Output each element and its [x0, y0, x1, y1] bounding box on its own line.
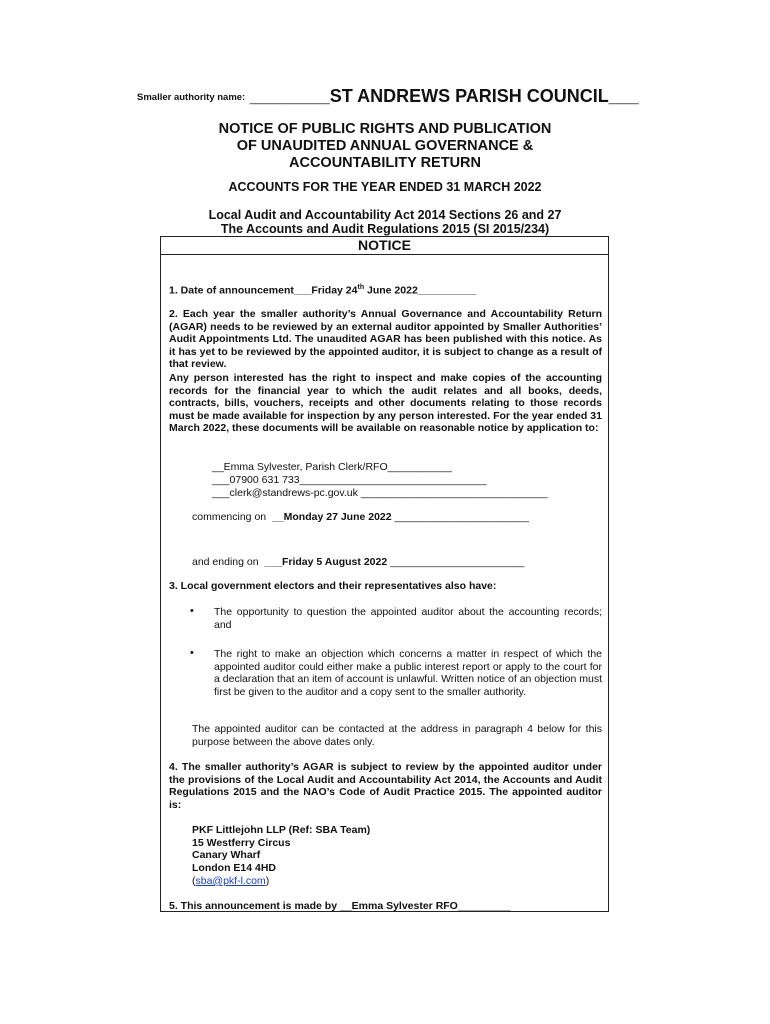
authority-name-row	[137, 86, 639, 107]
contact-email: ___clerk@standrews-pc.gov.uk ________________________________	[212, 487, 548, 499]
email-close-paren: )	[265, 874, 270, 887]
authority-label: Smaller authority name:	[137, 92, 246, 103]
title-line-3: ACCOUNTABILITY RETURN	[289, 155, 481, 171]
ending-label: and ending on	[192, 556, 259, 568]
paragraph-3-heading: 3. Local government electors and their representatives also have:	[169, 580, 497, 592]
auditor-line: London E14 4HD	[192, 862, 277, 875]
notice-heading: NOTICE	[160, 236, 609, 255]
contact-phone: ___07900 631 733________________________________	[212, 474, 487, 486]
act-line-2: The Accounts and Audit Regulations 2015 (SI 2015/234)	[220, 222, 550, 236]
title-line-1: NOTICE OF PUBLIC RIGHTS AND PUBLICATION	[218, 121, 552, 137]
bullet-item-question: The opportunity to question the appointed auditor about the accounting records; and	[214, 606, 602, 631]
commencing-label: commencing on	[192, 511, 267, 523]
commencing-date: __Monday 27 June 2022	[271, 511, 392, 523]
title-line-2: OF UNAUDITED ANNUAL GOVERNANCE &	[236, 138, 534, 154]
ending-date-row	[192, 556, 524, 568]
auditor-email-link[interactable]: sba@pkf-l.com	[195, 874, 266, 887]
accounts-year-line: ACCOUNTS FOR THE YEAR ENDED 31 MARCH 2022	[228, 180, 542, 194]
paragraph-3-note: The appointed auditor can be contacted at the address in paragraph 4 below for this purpose between the above dates only.	[192, 723, 602, 748]
ending-date-tail: _______________________	[387, 556, 525, 568]
announcement-date-prefix: 1. Date of announcement___Friday 24	[169, 284, 358, 297]
auditor-line: Canary Wharf	[192, 849, 261, 862]
bullet-item-objection: The right to make an objection which concerns a matter in respect of which the appointed auditor could either make a public interest report or apply to the court for a declaration that an item of account is unlawful. Written notice of an objection must first be given to the auditor and a copy sent to the smaller authority.	[214, 648, 602, 698]
contact-name: __Emma Sylvester, Parish Clerk/RFO___________	[212, 461, 452, 473]
paragraph-4: 4. The smaller authority’s AGAR is subject to review by the appointed auditor under the provisions of the Local Audit and Accountability Act 2014, the Accounts and Audit Regulations 2015 and the NAO’s Code of Audit Practice 2015. The appointed auditor is:	[169, 761, 602, 811]
auditor-line: PKF Littlejohn LLP (Ref: SBA Team)	[192, 824, 371, 836]
ending-date: ___Friday 5 August 2022	[264, 556, 388, 568]
announcement-date-suffix: June 2022__________	[364, 284, 477, 297]
paragraph-2-intro: 2. Each year the smaller authority’s Annual Governance and Accountability Return (AGAR) needs to be reviewed by an external auditor appointed by Smaller Authorities’ Audit Appointments Ltd. The unaudited AGAR has been published with this notice. As it has yet to be reviewed by the appointed auditor, it is subject to change as a result of that review.	[169, 308, 602, 370]
paragraph-2-inspection: Any person interested has the right to inspect and make copies of the accounting records for the financial year to which the audit relates and all books, deeds, contracts, bills, vouchers, receipts and other documents relating to those records must be made available for inspection by any person interested. For the year ended 31 March 2022, these documents will be available on reasonable notice by application to:	[169, 372, 602, 434]
email-open-paren: (	[192, 874, 196, 887]
bullet-icon: •	[190, 605, 194, 617]
announcement-date-sup: th	[357, 284, 365, 291]
act-line-1: Local Audit and Accountability Act 2014 Sections 26 and 27	[208, 208, 562, 222]
commencing-date-tail: _______________________	[391, 511, 529, 523]
auditor-line: 15 Westferry Circus	[192, 836, 291, 849]
paragraph-5: 5. This announcement is made by __Emma Sylvester RFO_________	[169, 900, 511, 912]
bullet-icon: •	[190, 647, 194, 659]
notice-title	[120, 121, 650, 172]
announcement-date	[169, 282, 602, 297]
commencing-date-row	[192, 511, 529, 523]
authority-name: ________ST ANDREWS PARISH COUNCIL___	[249, 86, 639, 106]
auditor-email-row	[192, 875, 370, 888]
auditor-address	[192, 824, 370, 888]
legislation-reference	[120, 208, 650, 236]
